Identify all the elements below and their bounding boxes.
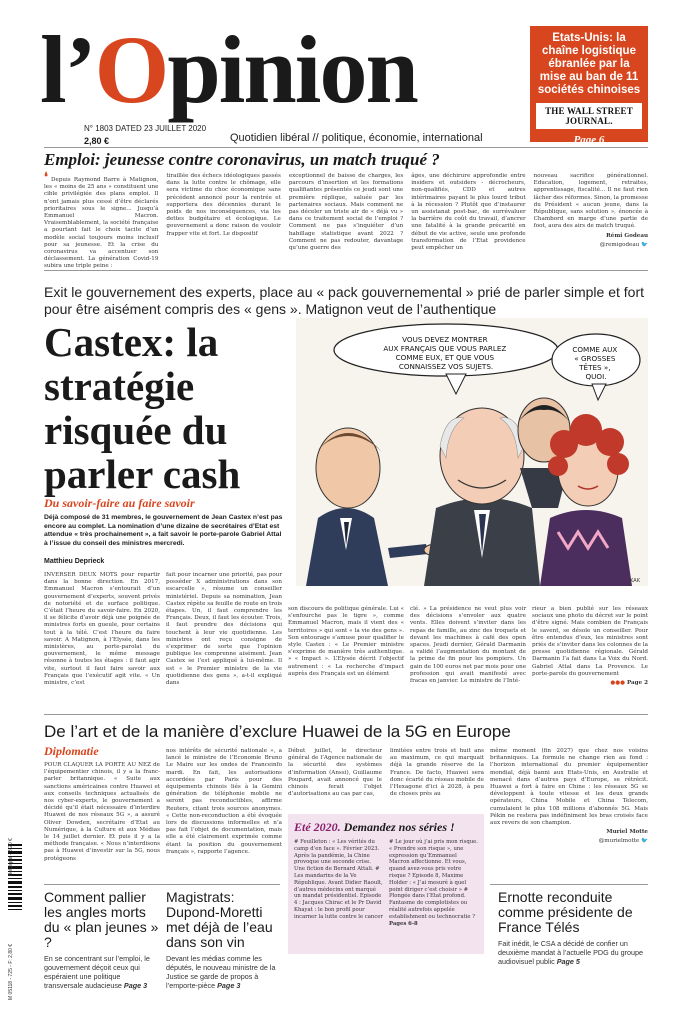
twitter-handle[interactable]: @murielmotte [598,838,640,845]
lead-headline[interactable]: Castex: la stratégie risquée du parler cash [44,319,241,497]
huawei-col-1: POUR CLAQUER LA PORTE AU NEZ de l’équipementier chinois, il y a la franc-parler britannique. « Suite aux sanctions américaines contre Huawei et aux conseils techniques actualisés de nos cyber-experts, le gouvernement a décidé qu’il était nécessaire d’interdire Huawei de nos réseaux 5G », a assuré Oliver Dowden, secrétaire d’Etat au Numérique, à la Culture et aux Médias le 14 juillet dernier. Et puis il y a la méthode française. « Nous n’interdisons pas à Huawei d’investir sur la 5G, nous protégeons [44,762,160,862]
bottom-teaser-1-body: En se concentrant sur l’emploi, le gouvernement déçoit ceux qui espéraient une politique transversale audacieuse Page 3 [44,954,150,990]
bottom-teaser-2-title: Magistrats: Dupond-Moretti met déjà de l’eau dans son vin [166,889,273,950]
barcode-code: M 05118 - 725 - F: 2,80 € [8,943,14,1000]
lead-page[interactable]: Page 2 [627,680,648,687]
editorial-col-1: ❛ Depuis Raymond Barre à Matignon, les « moins de 25 ans » constituent une cible privilégiée des plans emploi. Il n’ont jamais plus cessé d’être déclarés prioritaires sous le signe... Jusqu’à Emmanuel Macron. Vraisemblablement, la société française a pourtant fait le choix tacite d’un modèle social toujours moins inclusif pour sa jeunesse. Et la crise du coronavirus va accentuer son déclassement. La génération Covid-19 subira une triple peine : [44,170,159,270]
divider [44,270,648,271]
twitter-icon: 🐦 [641,838,648,845]
huawei-col-5: même moment (fin 2027) que chez nos voisins britanniques. La formule ne change rien au fond : l’horizon international du premier équipementier mondial, déjà banni aux Etats-Unis, en Australie et menacé dans d’autres pays d’Europe, se rétrécit. Huawei a fort à faire en Chine : les réseaux 5G se développent à toute vitesse et les deux grands opérateurs, China Mobile et China Telecom, cumulaient le plus 108 millions d’abonnés 5G. Mais Pékin ne restera pas indéfiniment les bras croisés face aux revers de son champion. Muriel Motte @murielmotte 🐦 [490,748,648,845]
lead-lede: Déjà composé de 31 membres, le gouvernement de Jean Castex n’est pas encore au complet. La nomination d’une dizaine de secrétaires d’Etat est attendue « très prochainement », a fait savoir le porte-parole Gabriel Attal à l’issue du conseil des ministres mercredi. [44,514,283,547]
teaser-page[interactable]: Page 6 [573,134,605,146]
bottom-teaser-3-body: Fait inédit, le CSA a décidé de confier un deuxième mandat à l’actuelle PDG du groupe audiovisuel public Page 5 [498,939,644,966]
side-price: Belgique - 3,20 € [8,838,14,876]
summer-series-title: Eté 2020. Demandez nos séries ! [294,820,455,834]
lead-col-4: clé. » La présidence ne veut plus voir des décisions s’envoler aux quatre vents. Elles doivent s’inviter dans les repas de famille, au zinc des troquets et devant les machines à café des open spaces. Jeudi dernier, Gérald Darmanin a validé l’augmentation du montant de la prime de fin pour les pompiers. Un gain de 100 euros net par mois pour une profession qui avait manifesté avec fracas en janvier. Le ministre de l’Inté- [410,606,526,685]
tagline: Quotidien libéral // politique, économie, international [230,132,483,144]
lead-col-2: fait pour incarner une priorité, pas pour posséder X administrations dans son escarcelle », résume un conseiller ministériel. Depuis sa nomination, Jean Castex répète sa feuille de route en trois étapes. Un, il faut comprendre les Français. Deux, il faut les écouter. Trois, il faut prendre des décisions qui touchent à leur vie quotidienne. Les ministres ont reçu consigne de s’exprimer de sorte que l’opinion publique les comprenne aisément. Jean Castex se l’est appliqué à lui-même. Il est « le Premier ministre de la vie quotidienne des gens », a-t-il expliqué dans [166,572,282,687]
dots-icon: ●●● [610,680,626,687]
divider [44,714,648,715]
editorial-body [44,170,649,270]
bottom-teaser-2-body: Devant les médias comme les députés, le nouveau ministre de la Justice se garde de propos à l’emporte-pièce Page 3 [166,954,276,990]
huawei-signature: Muriel Motte [606,829,648,836]
masthead [40,16,520,148]
huawei-kicker: Diplomatie [44,744,99,758]
cartoon-bubble-2: COMME AUX « GROSSES TÊTES », QUOI. [572,345,618,381]
lead-author: Matthieu Deprieck [44,558,105,565]
lead-col-3: son discours de politique générale. Lui « s’enfourche pas le tigre », comme Emmanuel Macron, mais il vient des « territoires » qui sont « la vie des gens ». Son entourage s’amuse pour qualifier le style Castex : « Le Premier ministre s’exprime de manière très authentique. » « Impact ». L’Elysée décrit l’objectif autrement : « La recherche d’impact auprès des Français est un élément [288,606,404,677]
editorial-signature: Rémi Godeau [606,232,649,239]
bottom-teaser-1[interactable] [44,890,160,990]
bottom-teaser-1-title: Comment pallier les angles morts du « plan jeunes » ? [44,889,159,950]
issue-number: N° 1803 DATED 23 JUILLET 2020 [84,124,207,133]
teaser-text: Etats-Unis: la chaîne logistique ébranlée par la mise au ban de 11 sociétés chinoises [537,32,641,96]
divider [44,884,280,885]
lead-col-5: rieur a bien publié sur les réseaux sociaux une photo du décret sur le point d’être signé. Mais combien de Français le savent, se désole un conseiller. Pour être entendus d’eux, les ministres sont priés de s’inviter dans les colonnes de la presse quotidienne régionale. Gérald Darmanin l’a fait dans La Voix du Nord. Gabriel Attal dans La Provence. Le porte-parole du gouvernement ●●● Page 2 [532,606,648,687]
cartoon-credit: KAK [630,578,640,584]
editorial-col-2: tiraillée des échecs idéologiques passés dans la lutte contre le chômage, elle sera victime du choc économique sans précédent annoncé pour la rentrée et supportera des décennies durant le poids de nos inconséquences, via les dettes budgétaire et écologique. Le gouvernement a donc raison de vouloir frapper vite et fort. Le dispositif [166,173,281,237]
huawei-col-2: nos intérêts de sécurité nationale », a lancé le ministre de l’Economie Bruno Le Maire sur les ondes de Franceinfo mardi. En fait, les autorisations accordées par Paris pour des équipements chinois liés à la Gemini génération de téléphonie mobile ne seront pas reconductibles, affirme Reuters, citant trois sources anonymes. « Cette non-reconduction a été évoquée lors de discussions informelles et n’a pas fait l’objet de documentation, mais elle a été clairement exprimée comme étant la position du gouvernement français », rapporte l’agence. [166,748,282,855]
editorial-col-5: nouveau sacrifice générationnel. Education, logement, retraites, apprentissage, fiscalité... Il ne faut rien lâcher des réformes. Sinon, la promesse du Président « aucun jeune, dans la République, sans solution », énoncée à Chambord en marge d’une partie de foot, aura des airs de match truqué. Rémi Godeau @remigodeau 🐦 [533,173,649,248]
summer-series-box[interactable] [288,814,484,954]
political-cartoon [296,318,648,586]
logo[interactable]: l’Opinion [40,16,417,123]
wsj-teaser-box[interactable] [530,26,648,146]
bottom-teaser-3[interactable] [498,890,648,966]
editorial-col-3: exceptionnel de baisse de charges, les parcours d’insertion et les formations qualifiantes présentés ce jeudi sont une première réplique, saluée par les partenaires sociaux. Mais comment ne pas déceler un triste air de « déjà vu » dans ce traitement social de l’emploi ? Comment ne pas s’inquiéter d’un habillage statistique avant 2022 ? Comment ne pas redouter, davantage qu’une guerre des [288,173,404,252]
summer-series-col-2: # Le jour où j’ai pris mon risque. « Prendre son risque », une expression qu’Emmanuel Macron affectionne. Et vous, quand avez-vous pris votre risque ? Episode 8, Maxime Holder : « J’ai mesuré à quel point diriger c’est choisir » # Plongée dans l’Etat profond. Fantasme de complotistes ou réalité autrefois appelée establishment ou technocratie ? Pages 6-8 [389,839,478,927]
editorial-headline[interactable]: Emploi: jeunesse contre coronavirus, un match truqué ? [44,150,440,169]
lead-col-1: INVERSER DEUX MOTS pour repartir dans la bonne direction. En 2017, Emmanuel Macron s’entourait d’un gouvernement d’experts, souvent privés de notoriété et de surface politique. C’était l’heure du savoir-faire. En 2020, il se félicite d’avoir déjà une poignée de ministres forts en gueule, pour certains tout à la télé. C’est l’heure du faire savoir. A Matignon, à l’Elysée, dans les ministères, au porte-parolat du gouvernement, le même message résonne à toutes les étages : il faut agir vite, surtout il faut faire savoir aux Français que l’exécutif agit vite. « Un ministre, c’est [44,572,160,687]
lead-subtitle: Du savoir-faire au faire savoir [44,496,195,510]
bottom-teaser-3-title: Ernotte reconduite comme présidente de France Télés [498,889,633,935]
divider [490,884,648,885]
twitter-handle[interactable]: @remigodeau [599,241,640,248]
twitter-icon: 🐦 [641,241,649,248]
bottom-teaser-2[interactable] [166,890,282,990]
huawei-headline[interactable]: De l’art et de la manière d’exclure Huawei de la 5G en Europe [44,722,511,741]
summer-series-page[interactable]: Pages 6-8 [389,920,418,927]
lead-kicker: Exit le gouvernement des experts, place au « pack gouvernemental » prié de parler simple et fort pour être aisément compris des « gens ». Matignon veut de l’authentique [44,284,644,317]
price: 2,80 € [84,136,110,146]
wsj-logo: THE WALL STREET JOURNAL. [536,103,642,129]
huawei-col-3: Début juillet, le directeur général de l’Agence nationale de la sécurité des systèmes d’information (Anssi), Guillaume Poupard, avait annoncé que le chinois ferait l’objet d’autorisations au cas par cas, [288,748,382,798]
summer-series-col-1: # Feuilleton : « Les vérités du camp d’en face ». Février 2023. Après la pandémie, la Chine provoque une seconde crise. Une fiction de Bernard Attali. # Les mandarins de la Ve République. Avant Didier Raoult, d’autres médecins ont marqué un mandat présidentiel. Episode 4 : Jacques Chirac et le Pr David Khayat : le bon profil pour incarner la lutte contre le cancer [294,839,383,920]
cartoon-bubble-1: VOUS DEVEZ MONTRER AUX FRANÇAIS QUE VOUS PARLEZ COMME EUX, ET QUE VOUS CONNAISSEZ VOS SUJETS. [383,335,507,371]
divider [44,147,648,148]
huawei-col-4: limitées entre trois et huit ans au maximum, ce qui marquait déjà la grande réserve de la France. De facto, Huawei sera donc écarté du réseau mobile de l’Hexagone d’ici à 2028, à peu de choses près au [390,748,484,798]
editorial-col-4: âges, une déchirure approfondie entre insiders et outsiders - décrocheurs, non-qualifiés, CDD et autres intérimaires payant le plus lourd tribut à la récession ? Plutôt que d’instaurer un assistanat post-bac, de surrévaluer la barrière du coût du travail, d’ancrer une fatalité à la grande précarité en début de vie active, seule une profonde transformation de l’Etat providence peut empêcher un [411,173,526,252]
quote-mark-icon: ❛ [44,170,48,184]
